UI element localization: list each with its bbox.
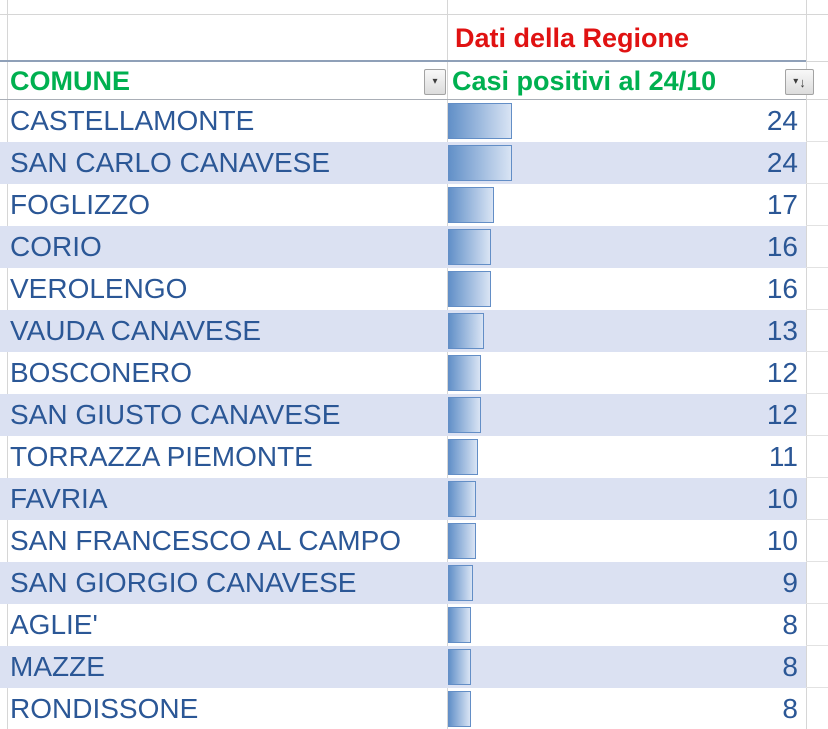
data-bar (448, 649, 471, 685)
comune-cell[interactable] (0, 226, 447, 268)
grid-margin-cell[interactable] (806, 394, 828, 436)
data-bar (448, 397, 481, 433)
data-bar (448, 355, 481, 391)
data-bar (448, 187, 494, 223)
grid-margin-cell[interactable] (806, 562, 828, 604)
casi-cell[interactable] (447, 520, 806, 562)
gridline-horizontal (806, 99, 828, 100)
table-row (0, 436, 828, 478)
grid-margin-cell[interactable] (806, 310, 828, 352)
grid-margin-cell[interactable] (806, 478, 828, 520)
table-row (0, 268, 828, 310)
casi-value: 10 (766, 483, 798, 514)
casi-value: 13 (766, 315, 798, 346)
sort-descending-filter-icon: ▾ ↓ (793, 74, 806, 90)
comune-cell[interactable] (0, 520, 447, 562)
grid-margin-cell[interactable] (806, 646, 828, 688)
filter-dropdown-icon: ▾ (432, 76, 438, 87)
region-title: Dati della Regione (455, 23, 690, 53)
casi-cell[interactable] (447, 688, 806, 729)
sort-down-arrow-icon: ↓ (799, 74, 806, 90)
data-bar (448, 103, 512, 139)
casi-cell[interactable] (447, 184, 806, 226)
comune-name: FAVRIA (10, 483, 108, 514)
comune-name: AGLIE' (10, 609, 98, 640)
comune-name: VEROLENGO (10, 273, 188, 304)
casi-value: 8 (782, 693, 798, 724)
casi-value: 16 (766, 231, 798, 262)
casi-cell[interactable] (447, 268, 806, 310)
comune-name: VAUDA CANAVESE (10, 315, 262, 346)
casi-cell[interactable] (447, 562, 806, 604)
table-body (0, 100, 828, 729)
table-row (0, 604, 828, 646)
table-row (0, 100, 828, 142)
comune-name: SAN GIORGIO CANAVESE (10, 567, 357, 598)
data-bar (448, 565, 473, 601)
comune-filter-button[interactable] (424, 69, 446, 95)
casi-cell[interactable] (447, 604, 806, 646)
data-bar (448, 691, 471, 727)
comune-cell[interactable] (0, 478, 447, 520)
comune-cell[interactable] (0, 310, 447, 352)
grid-margin-cell[interactable] (806, 352, 828, 394)
casi-value: 11 (768, 441, 798, 472)
comune-cell[interactable] (0, 562, 447, 604)
casi-value: 12 (766, 399, 798, 430)
grid-margin-cell[interactable] (806, 184, 828, 226)
table-row (0, 646, 828, 688)
comune-cell[interactable] (0, 142, 447, 184)
comune-cell[interactable] (0, 436, 447, 478)
casi-value: 24 (766, 105, 798, 136)
casi-value: 24 (766, 147, 798, 178)
table-row (0, 394, 828, 436)
comune-cell[interactable] (0, 394, 447, 436)
casi-cell[interactable] (447, 226, 806, 268)
comune-name: SAN FRANCESCO AL CAMPO (10, 525, 402, 556)
casi-value: 8 (782, 609, 798, 640)
comune-cell[interactable] (0, 352, 447, 394)
comune-cell[interactable] (0, 184, 447, 226)
data-bar (448, 481, 476, 517)
comune-name: TORRAZZA PIEMONTE (10, 441, 313, 472)
data-bar (448, 229, 491, 265)
casi-cell[interactable] (447, 394, 806, 436)
header-bottom-border (0, 99, 806, 100)
casi-value: 12 (766, 357, 798, 388)
comune-cell[interactable] (0, 100, 447, 142)
data-bar (448, 313, 484, 349)
table-row (0, 226, 828, 268)
comune-name: BOSCONERO (10, 357, 193, 388)
comune-cell[interactable] (0, 646, 447, 688)
casi-value: 10 (766, 525, 798, 556)
grid-margin-cell[interactable] (806, 268, 828, 310)
grid-margin-cell[interactable] (806, 688, 828, 729)
casi-cell[interactable] (447, 478, 806, 520)
comune-name: MAZZE (10, 651, 105, 682)
comune-name: SAN CARLO CANAVESE (10, 147, 331, 178)
data-bar (448, 271, 491, 307)
casi-value: 9 (782, 567, 798, 598)
data-bar (448, 523, 476, 559)
data-bar (448, 607, 471, 643)
table-row (0, 688, 828, 729)
table-row (0, 352, 828, 394)
casi-cell[interactable] (447, 436, 806, 478)
grid-margin-cell[interactable] (806, 100, 828, 142)
casi-cell[interactable] (447, 142, 806, 184)
table-row (0, 478, 828, 520)
gridline-horizontal (806, 61, 828, 62)
table-row (0, 520, 828, 562)
comune-name: FOGLIZZO (10, 189, 150, 220)
casi-cell[interactable] (447, 646, 806, 688)
table-row (0, 184, 828, 226)
casi-value: 17 (766, 189, 798, 220)
table-row (0, 310, 828, 352)
comune-name: RONDISSONE (10, 693, 199, 724)
comune-name: CASTELLAMONTE (10, 105, 255, 136)
grid-margin-cell[interactable] (806, 226, 828, 268)
grid-margin-cell[interactable] (806, 436, 828, 478)
casi-sort-filter-button[interactable] (785, 69, 814, 95)
casi-cell[interactable] (447, 310, 806, 352)
region-title-row[interactable] (0, 15, 828, 61)
grid-margin-cell[interactable] (806, 520, 828, 562)
casi-column-header[interactable]: Casi positivi al 24/10 (452, 66, 717, 96)
table-row (0, 142, 828, 184)
gridline-horizontal (0, 14, 828, 15)
casi-value: 8 (782, 651, 798, 682)
comune-column-header[interactable]: COMUNE (10, 66, 130, 96)
casi-cell[interactable] (447, 352, 806, 394)
table-header-row (0, 62, 828, 99)
data-bar (448, 439, 478, 475)
comune-cell[interactable] (0, 688, 447, 729)
comune-name: SAN GIUSTO CANAVESE (10, 399, 341, 430)
comune-name: CORIO (10, 231, 102, 262)
table-row (0, 562, 828, 604)
table-top-border (0, 60, 806, 62)
data-bar (448, 145, 512, 181)
grid-margin-cell[interactable] (806, 604, 828, 646)
comune-cell[interactable] (0, 268, 447, 310)
casi-cell[interactable] (447, 100, 806, 142)
comune-cell[interactable] (0, 604, 447, 646)
grid-margin-cell[interactable] (806, 142, 828, 184)
casi-value: 16 (766, 273, 798, 304)
